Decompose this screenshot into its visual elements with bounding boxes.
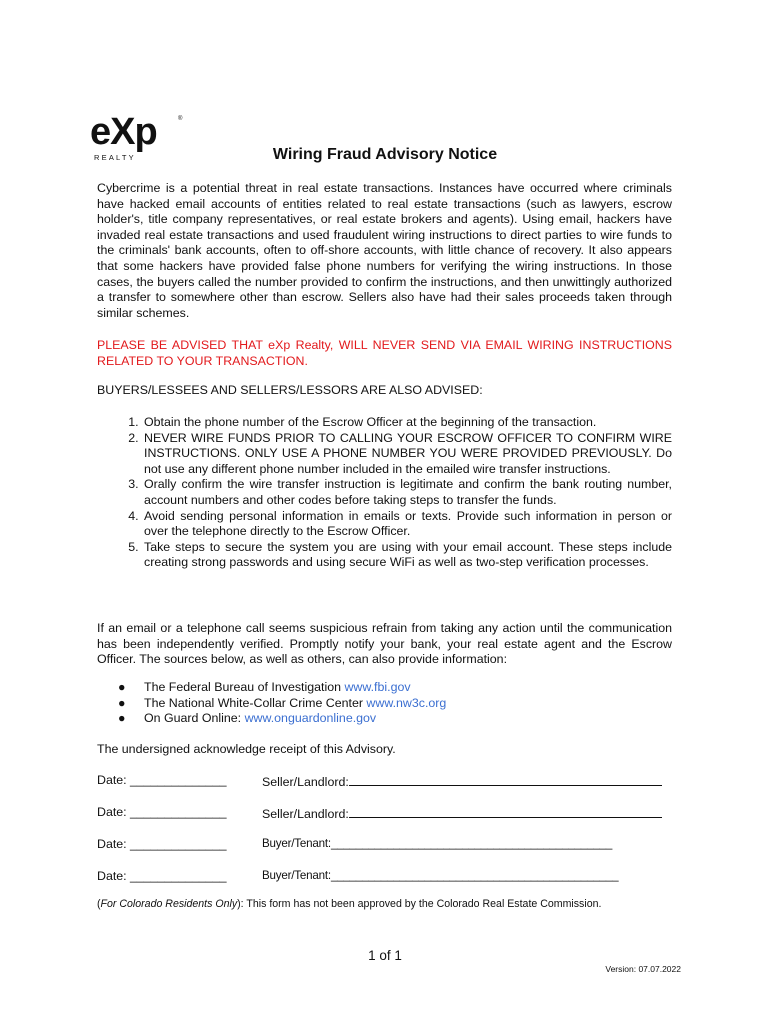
intro-paragraph: Cybercrime is a potential threat in real estate transactions. Instances have occurred where criminals have hacked email accounts of entities related to real estate transactions (such as lawyers, escrow holder's, title company representatives, or real estate brokers and agents). Using email, hackers have invaded real estate transactions and used fraudulent wiring instructions to direct parties to wire funds to the criminals' bank accounts, often to off-shore accounts, with little chance of recovery. It also appears that some hackers have provided false phone numbers for verifying the wiring instructions. In those cases, the buyers called the number provided to confirm the instructions, and then unwittingly authorized a transfer to somewhere other than escrow. Sellers also have had their sales proceeds taken through similar schemes. <box>97 181 672 320</box>
source-link[interactable]: www.fbi.gov <box>344 680 411 694</box>
source-label: The Federal Bureau of Investigation <box>144 680 345 694</box>
signature-line[interactable] <box>349 773 662 786</box>
bullet-icon: ● <box>118 695 126 710</box>
version-label: Version: 07.07.2022 <box>605 964 681 974</box>
colorado-footnote: (For Colorado Residents Only): This form has not been approved by the Colorado Real Estate Commission. <box>97 898 602 910</box>
suspicious-paragraph: If an email or a telephone call seems suspicious refrain from taking any action until the communication has been independently verified. Promptly notify your bank, your real estate agent and the Escrow Officer. The sources below, as well as others, can also provide information: <box>97 621 672 667</box>
step-item: 5. Take steps to secure the system you are using with your email account. These steps include creating strong passwords and using secure WiFi as well as two-step verification processes. <box>142 540 672 571</box>
warning-paragraph: PLEASE BE ADVISED THAT eXp Realty, WILL NEVER SEND VIA EMAIL WIRING INSTRUCTIONS RELATED TO YOUR TRANSACTION. <box>97 338 672 368</box>
date-field[interactable]: Date: ______________ <box>97 773 227 787</box>
document-title: Wiring Fraud Advisory Notice <box>272 146 498 163</box>
source-item <box>118 711 672 727</box>
signature-field[interactable] <box>262 773 662 789</box>
source-item <box>118 680 672 696</box>
source-label: On Guard Online: <box>144 711 245 726</box>
signature-field[interactable] <box>262 805 662 821</box>
signature-label: Seller/Landlord: <box>262 775 349 789</box>
signature-field[interactable]: Buyer/Tenant:_____________________________________________ <box>262 837 613 850</box>
step-item: 3. Orally confirm the wire transfer instruction is legitimate and confirm the bank routing number, account numbers and other codes before taking steps to transfer the funds. <box>142 477 672 508</box>
steps-list <box>97 415 672 571</box>
bullet-icon: ● <box>118 711 126 726</box>
svg-text:®: ® <box>178 116 183 122</box>
sources-list <box>97 680 672 727</box>
source-label: The National White-Collar Crime Center <box>144 695 367 710</box>
source-link[interactable]: www.onguardonline.gov <box>244 711 377 726</box>
page-number: 1 of 1 <box>368 948 402 963</box>
footnote-italic: For Colorado Residents Only <box>100 898 238 910</box>
signature-label: Seller/Landlord: <box>262 807 349 821</box>
date-field[interactable]: Date: ______________ <box>97 869 227 883</box>
source-item <box>118 695 672 712</box>
signature-line[interactable] <box>349 805 662 818</box>
svg-text:REALTY: REALTY <box>94 153 136 162</box>
svg-text:eXp: eXp <box>90 111 157 153</box>
step-item: 1. Obtain the phone number of the Escrow Officer at the beginning of the transaction. <box>142 415 672 431</box>
bullet-icon: ● <box>118 680 126 694</box>
date-field[interactable]: Date: ______________ <box>97 805 227 819</box>
step-item: 4. Avoid sending personal information in emails or texts. Provide such information in person or over the telephone directly to the Escrow Officer. <box>142 509 672 540</box>
date-field[interactable]: Date: ______________ <box>97 837 227 851</box>
step-item: 2. NEVER WIRE FUNDS PRIOR TO CALLING YOUR ESCROW OFFICER TO CONFIRM WIRE INSTRUCTIONS. ONLY USE A PHONE NUMBER YOU WERE PROVIDED PREVIOUSLY. Do not use any different phone number included in the emailed wire transfer instructions. <box>142 431 672 478</box>
advised-heading: BUYERS/LESSEES AND SELLERS/LESSORS ARE ALSO ADVISED: <box>97 383 483 397</box>
acknowledge-text: The undersigned acknowledge receipt of this Advisory. <box>97 742 396 756</box>
signature-field[interactable]: Buyer/Tenant:______________________________________________ <box>262 869 619 882</box>
source-link[interactable]: www.nw3c.org <box>366 695 447 710</box>
